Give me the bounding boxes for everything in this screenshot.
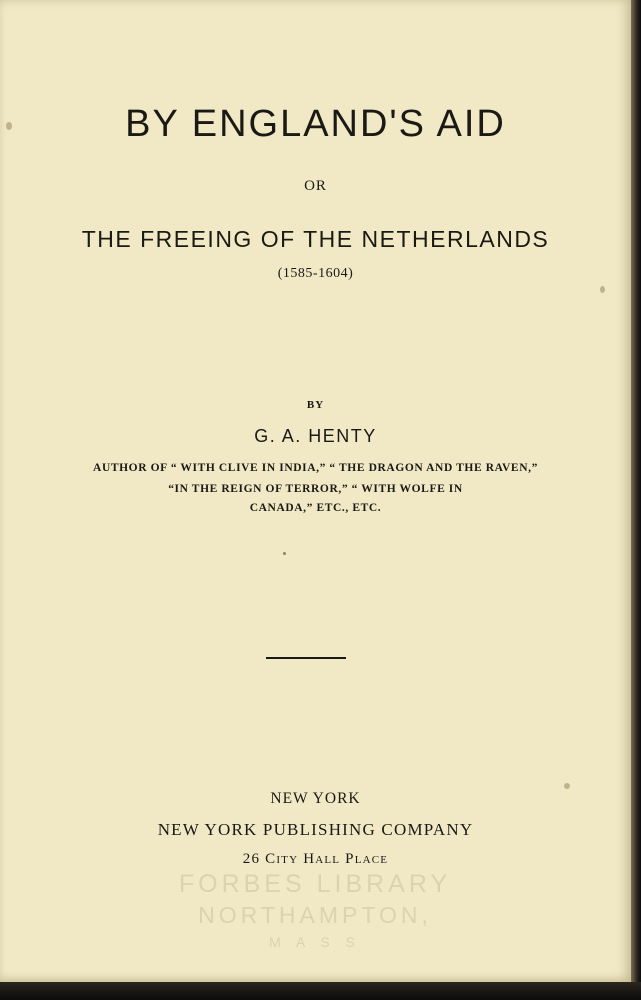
library-stamp-line-1: FORBES LIBRARY — [178, 870, 452, 898]
book-title: BY ENGLAND'S AID — [125, 103, 506, 145]
paper-speck — [283, 552, 286, 555]
paper-speck — [564, 783, 570, 789]
library-stamp-line-3: M A S S — [269, 934, 361, 950]
book-subtitle: THE FREEING OF THE NETHERLANDS — [81, 226, 550, 252]
divider-rule — [266, 657, 346, 659]
date-range: (1585-1604) — [277, 266, 354, 281]
by-label: BY — [306, 399, 325, 411]
paper-speck — [600, 286, 605, 293]
imprint-publisher: NEW YORK PUBLISHING COMPANY — [157, 820, 474, 839]
page-edge-shadow — [631, 0, 641, 1000]
author-credits-line-1: AUTHOR OF “ WITH CLIVE IN INDIA,” “ THE DRAGON AND THE RAVEN,” — [93, 462, 538, 474]
imprint-address: 26 City Hall Place — [242, 851, 389, 867]
paper-speck — [6, 122, 12, 130]
imprint-city: NEW YORK — [270, 790, 361, 807]
library-stamp — [150, 862, 480, 962]
author-credits-line-2: “IN THE REIGN OF TERROR,” “ WITH WOLFE IN — [168, 483, 463, 495]
title-conjunction: OR — [304, 178, 327, 194]
library-stamp-line-2: NORTHAMPTON, — [198, 902, 432, 928]
author-credits-line-3: CANADA,” ETC., ETC. — [249, 502, 382, 514]
author-name: G. A. HENTY — [254, 426, 377, 446]
bottom-edge-shadow — [0, 982, 641, 1000]
